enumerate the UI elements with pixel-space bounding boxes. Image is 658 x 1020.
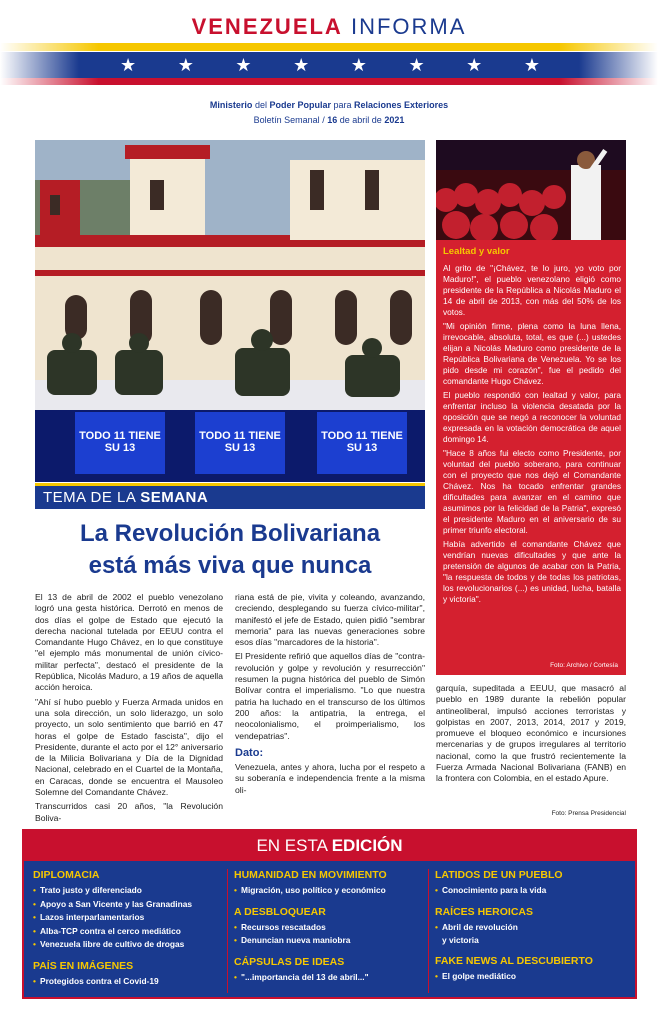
edition-item[interactable]: • Venezuela libre de cultivo de drogas <box>33 938 223 952</box>
edition-title-part2: EDICIÓN <box>331 836 403 855</box>
edition-item[interactable]: • El golpe mediático <box>435 970 630 984</box>
dato-text: Venezuela, antes y ahora, lucha por el respeto a su soberanía e independencia frente a la misma oli- <box>235 762 425 795</box>
flag-stars <box>120 55 540 76</box>
ministry-word: Ministerio <box>209 100 253 110</box>
masthead-title-venezuela: VENEZUELA <box>191 14 343 39</box>
section-heading: HUMANIDAD EN MOVIMIENTO <box>234 869 387 881</box>
edition-section <box>33 960 223 989</box>
bulletin-month: de abril de <box>339 115 382 125</box>
edition-item[interactable]: • Denuncian nueva maniobra <box>234 934 424 948</box>
ministry-word: Relaciones Exteriores <box>354 100 449 110</box>
masthead <box>0 0 658 90</box>
sidebar-lealtad-y-valor <box>436 140 626 675</box>
article-paragraph: Transcurridos casi 20 años, "la Revolución Boliva- <box>35 801 223 823</box>
tema-label-part2: SEMANA <box>140 489 209 506</box>
edition-item[interactable]: • "...importancia del 13 de abril..." <box>234 971 424 985</box>
flag-stripe-red <box>0 78 658 85</box>
ministry-word: Poder Popular <box>269 100 331 110</box>
edition-item[interactable]: • Apoyo a San Vicente y las Granadinas <box>33 898 223 912</box>
edition-section <box>435 955 630 984</box>
edition-title-part1: EN ESTA <box>256 836 327 855</box>
star-icon: ★ <box>235 55 252 75</box>
ministry-line <box>0 100 658 110</box>
sidebar-photo <box>436 140 626 240</box>
sidebar-paragraph: Había advertido el comandante Chávez que vendrían nuevas dificultades y que ante la pretensión de algunos de acabar con la Patria, "la respuesta de todos y de todas los patriotas, los revolucionarios (...) es unidad, lucha, batalla y victoria". <box>443 539 621 604</box>
bulletin-label: Boletín Semanal <box>253 115 320 125</box>
star-icon: ★ <box>523 55 540 75</box>
edition-section <box>435 869 630 898</box>
edition-item[interactable]: • Recursos rescatados <box>234 921 424 935</box>
sidebar-text <box>443 263 621 608</box>
edition-column-3 <box>435 869 630 992</box>
ministry-word: del <box>254 100 267 110</box>
star-icon: ★ <box>350 55 367 75</box>
sidebar-photo-illustration <box>436 140 626 240</box>
edition-item[interactable]: • Abril de revolución <box>435 921 630 935</box>
edition-item[interactable]: • Lazos interparlamentarios <box>33 911 223 925</box>
article-paragraph: riana está de pie, vivita y coleando, avanzando, creciendo, desplegando su fuerza cívico-militar", manifestó el jefe de Estado, quien pidió "sembrar memoria" para las nuevas generaciones sobre esos días "marcadores de la historia". <box>235 592 425 648</box>
section-heading: CÁPSULAS DE IDEAS <box>234 955 345 968</box>
star-icon: ★ <box>120 55 137 75</box>
article-paragraph: garquía, supeditada a EEUU, que masacró al pueblo en 1989 durante la rebelión popular antineoliberal, impulsó acciones terroristas y golpistas en 2007, 2013, 2014, 2017 y 2019, promueve el bloqueo económico e incursiones mercenarias y de grupos irregulares al territorio nacional, como la que frustró recientemente la Fuerza Armada Nacional Bolivariana (FANB) en la frontera con Colombia, en el estado Apure. <box>436 683 626 784</box>
edition-section <box>234 869 424 898</box>
headline-line-1: La Revolución Bolivariana <box>79 520 381 547</box>
edition-index <box>22 829 637 999</box>
star-icon: ★ <box>466 55 483 75</box>
dato-label: Dato: <box>235 746 264 759</box>
edition-item[interactable]: • Trato justo y diferenciado <box>33 884 223 898</box>
tema-label <box>43 489 208 506</box>
section-heading: LATIDOS DE UN PUEBLO <box>435 869 563 881</box>
sidebar-paragraph: Al grito de "¡Chávez, te lo juro, yo voto por Maduro!", el pueblo venezolano eligió como presidente de la República a Nicolás Maduro el 14 de abril de 2013, con más del 50% de los votos. <box>443 263 621 317</box>
headline <box>35 518 425 582</box>
article-paragraph: "Ahí sí hubo pueblo y Fuerza Armada unidos en una sola dirección, un solo liderazgo, un solo proyecto, un solo sentimiento que barrió en 47 horas el golpe de Estado fascista", dijo el Presidente, durante el acto por el 12° aniversario de la Milicia Bolivariana y Día de la Dignidad Nacional, celebrado en el Cuartel de la Montaña, en Caracas, donde se encuentra el Mausoleo Solemne del Comandante Chávez. <box>35 696 223 798</box>
star-icon: ★ <box>177 55 194 75</box>
photo-credit-main: Foto: Prensa Presidencial <box>551 810 626 817</box>
banner-text-2: TODO 11 TIENE SU 13 <box>199 430 281 454</box>
photo-credit-sidebar: Foto: Archivo / Cortesía <box>550 662 618 669</box>
bulletin-year: 2021 <box>384 115 405 125</box>
edition-item[interactable]: • Conocimiento para la vida <box>435 884 630 898</box>
ministry-word: para <box>333 100 352 110</box>
bulletin-day: 16 <box>327 115 338 125</box>
edition-item[interactable]: • Protegidos contra el Covid-19 <box>33 975 223 989</box>
bulletin-separator: / <box>322 115 325 125</box>
star-icon: ★ <box>408 55 425 75</box>
headline-line-2: está más viva que nunca <box>88 552 372 579</box>
section-heading: PAÍS EN IMÁGENES <box>33 959 134 972</box>
section-heading: FAKE NEWS AL DESCUBIERTO <box>435 955 593 967</box>
section-heading: DIPLOMACIA <box>33 869 100 881</box>
article-paragraph: El 13 de abril de 2002 el pueblo venezolano logró una gesta histórica. Derrotó en menos de dos días el golpe de Estado que ejecutó la derecha nacional tutelada por EEUU contra el Comandante Hugo Chávez, en lo que constituye "el ejemplo más monumental de unión cívico-militar perfecta", destacó el presidente de la República, Nicolás Maduro, a 19 años de aquella acción heroica. <box>35 592 223 693</box>
banner-text-3: TODO 11 TIENE SU 13 <box>321 430 403 454</box>
edition-column-1 <box>33 869 223 996</box>
sidebar-paragraph: "Hace 8 años fui electo como Presidente, por voluntad del pueblo soberano, para continuar con el proyecto que nos dejó el Comandante Chávez. Nos ha tocado enfrentar grandes dificultades para avanzar en el camino que asumimos por la felicidad de la Patria", expresó el presidente Maduro en el aniversario de su primer triunfo electoral. <box>443 448 621 535</box>
article-paragraph: El Presidente refirió que aquellos días de "contra-revolución y golpe y revolución y resurrección" resumen la pugna histórica del pueblo de Simón Bolívar contra el imperialismo. "Lo que nuestra patria ha luchado en el transcurso de los últimos 200 años: la antipatria, la entrega, el neocolonialismo, el proimperialismo, los vendepatrias". <box>235 651 425 741</box>
edition-section <box>234 956 424 985</box>
sidebar-paragraph: El pueblo respondió con lealtad y valor, para enfrentar incluso la violencia desatada por la oposición que se negó a reconocer la voluntad expresada en la votación democrática de aquel domingo 14. <box>443 390 621 444</box>
edition-section <box>33 869 223 952</box>
sidebar-title: Lealtad y valor <box>443 246 510 257</box>
banner-text-1: TODO 11 TIENE SU 13 <box>79 430 161 454</box>
star-icon: ★ <box>293 55 310 75</box>
edition-section <box>435 906 630 948</box>
edition-title <box>24 831 635 861</box>
masthead-title-informa: INFORMA <box>350 14 467 39</box>
tema-label-part1: TEMA DE LA <box>43 489 136 506</box>
column-divider <box>227 869 228 993</box>
main-photo <box>35 140 425 482</box>
bulletin-date <box>0 115 658 125</box>
sidebar-paragraph: "Mi opinión firme, plena como la luna llena, irrevocable, absoluta, total, es que (...) ustedes elijan a Nicolás Maduro como presidente de la República Bolivariana de Venezuela. Yo se los pido desde mi corazón", fue el pedido del comandante Hugo Chávez. <box>443 321 621 386</box>
edition-item[interactable]: • Migración, uso político y económico <box>234 884 424 898</box>
article-column-1 <box>35 592 223 827</box>
edition-item-continuation[interactable]: y victoria <box>442 935 479 945</box>
section-heading: A DESBLOQUEAR <box>234 905 326 918</box>
article-column-3 <box>436 683 626 788</box>
edition-column-2 <box>234 869 424 992</box>
column-divider <box>428 869 429 993</box>
flag-stripe-yellow <box>0 43 658 51</box>
masthead-title <box>0 14 658 40</box>
edition-item[interactable]: • Alba-TCP contra el cerco mediático <box>33 925 223 939</box>
tema-de-la-semana-bar <box>35 483 425 509</box>
section-heading: RAÍCES HEROICAS <box>435 905 534 918</box>
edition-section <box>234 906 424 948</box>
article-column-2 <box>235 592 425 799</box>
